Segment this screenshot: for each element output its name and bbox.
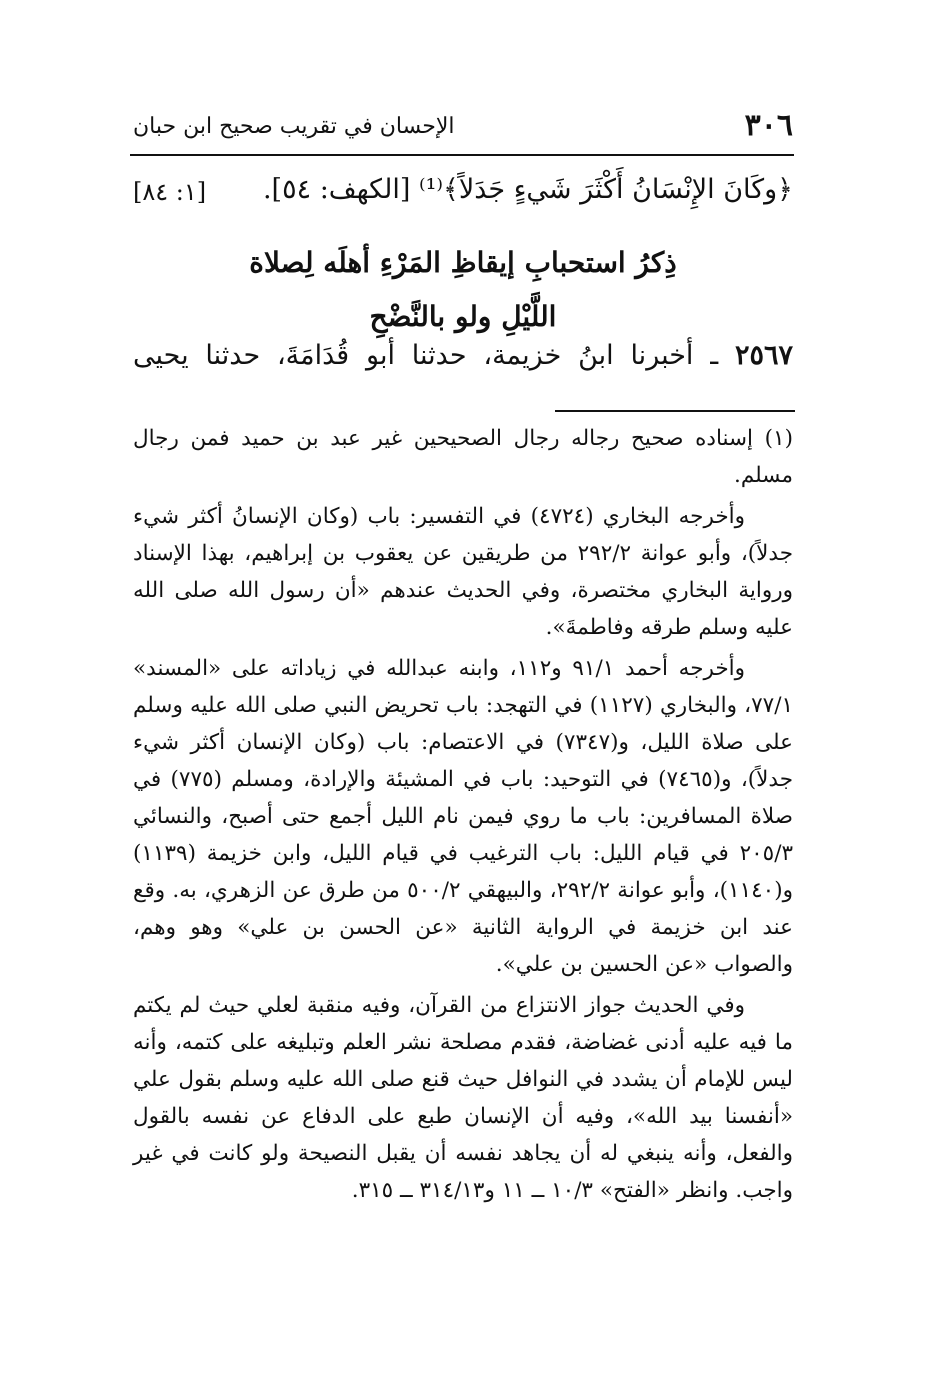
hadith-text: ـ أخبرنا ابنُ خزيمة، حدثنا أبو قُدَامَةَ، حدثنا يحيى	[133, 340, 719, 371]
footnote-1: (١) إسناده صحيح رجاله رجال الصحيحين غير عبد بن حميد فمن رجال مسلم.	[133, 426, 793, 488]
header-divider	[130, 154, 794, 156]
quran-verse	[133, 174, 793, 205]
chapter-heading-line2: اللَّيْلِ ولو بالنَّضْحِ	[369, 300, 557, 333]
footnote-paragraph: وأخرجه أحمد ٩١/١ و١١٢، وابنه عبدالله في زياداته على «المسند» ٧٧/١، والبخاري (١١٢٧) في التهجد: باب تحريض النبي صلى الله عليه وسلم على صلاة الليل، و(٧٣٤٧) في الاعتصام: باب (وكان الإنسان أكثر شيء جدلاً)، و(٧٤٦٥) في التوحيد: باب في المشيئة والإرادة، ومسلم (٧٧٥) في صلاة المسافرين: باب ما روي فيمن نام الليل أجمع حتى أصبح، والنسائي ٢٠٥/٣ في قيام الليل: باب الترغيب في قيام الليل، وابن خزيمة (١١٣٩) و(١١٤٠)، وأبو عوانة ٢٩٢/٢، والبيهقي ٥٠٠/٢ من طرق عن الزهري، به. وقع عند ابن خزيمة في الرواية الثانية «عن الحسن بن علي» وهو وهم، والصواب «عن الحسين بن علي».	[133, 656, 794, 977]
hadith-number: ٢٥٦٧	[734, 340, 793, 371]
verse-text: ﴿وكَانَ الإِنْسَانُ أَكْثَرَ شَيءٍ جَدَلاً﴾⁽¹⁾ [الكهف: ٥٤].	[262, 174, 793, 205]
chapter-heading	[133, 236, 793, 344]
running-title: الإحسان في تقريب صحيح ابن حبان	[133, 114, 455, 139]
footnotes	[133, 420, 793, 1213]
footnote-paragraph: وفي الحديث جواز الانتزاع من القرآن، وفيه منقبة لعلي حيث لم يكتم ما فيه عليه أدنى غضاضة، فقدم مصلحة نشر العلم وتبليغه على كتمه، وأنه ليس للإمام أن يشدد في النوافل حيث قنع صلى الله عليه وسلم بقول علي «أنفسنا بيد الله»، وفيه أن الإنسان طبع على الدفاع عن نفسه بالقول والفعل، وأنه ينبغي له أن يجاهد نفسه أن يقبل النصيحة ولو كانت في غير واجب. وانظر «الفتح» ١٠/٣ ــ ١١ و٣١٤/١٣ ــ ٣١٥.	[133, 993, 793, 1203]
verse-reference: [١: ٨٤]	[133, 178, 207, 206]
footnote-divider	[555, 410, 795, 412]
page-number: ٣٠٦	[744, 108, 793, 143]
page-header	[133, 104, 793, 152]
hadith-opening	[133, 340, 793, 371]
footnote-paragraph: وأخرجه البخاري (٤٧٢٤) في التفسير: باب (وكان الإنسانُ أكثر شيء جدلاً)، وأبو عوانة ٢٩٢/٢ من طريقين عن يعقوب بن إبراهيم، بهذا الإسناد ورواية البخاري مختصرة، وفي الحديث عندهم «أن رسول الله صلى الله عليه وسلم طرقه وفاطمةَ».	[133, 504, 793, 640]
chapter-heading-line1: ذِكرُ استحبابِ إيقاظِ المَرْءِ أهلَه لِصلاة	[249, 246, 677, 279]
